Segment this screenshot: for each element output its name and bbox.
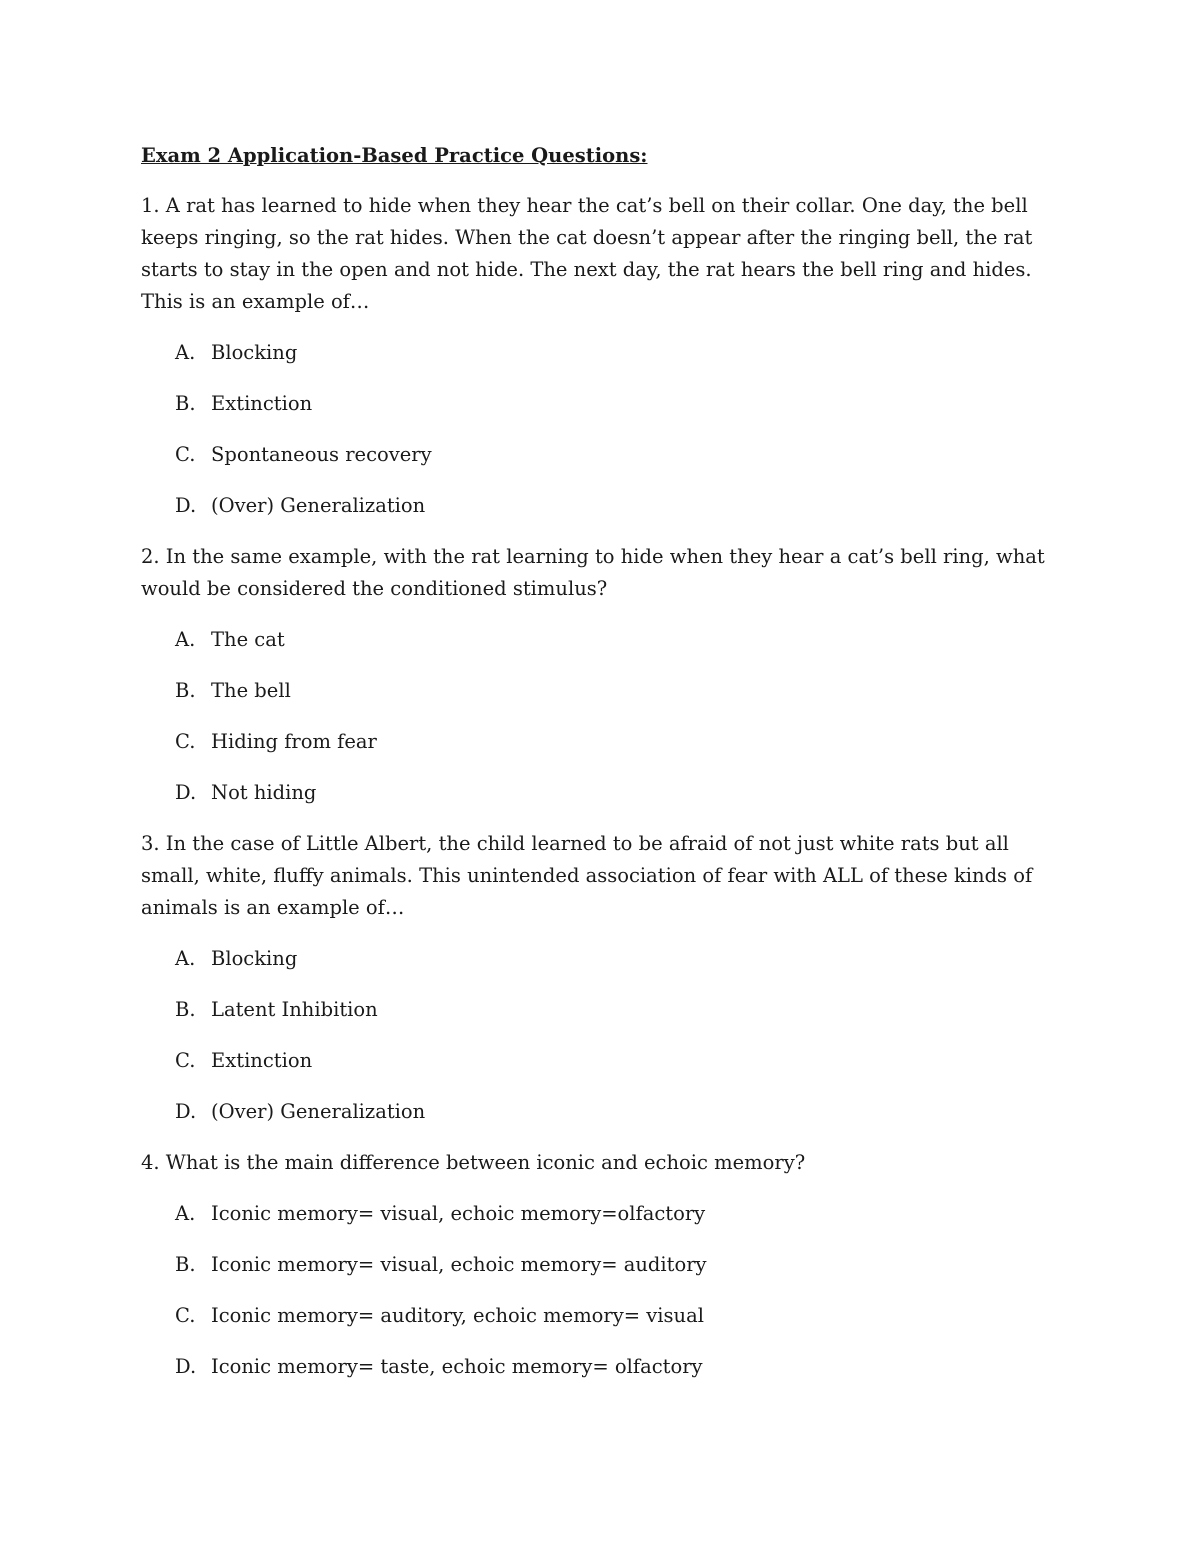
option-text: The cat <box>211 628 285 651</box>
option-text: Extinction <box>211 392 313 415</box>
option-letter: C. <box>175 443 196 466</box>
option-letter: A. <box>175 947 196 970</box>
answer-option <box>141 726 1066 758</box>
option-text: (Over) Generalization <box>211 1100 426 1123</box>
option-letter: C. <box>175 1049 196 1072</box>
option-text: Hiding from fear <box>211 730 377 753</box>
answer-option <box>141 439 1066 471</box>
option-text: Iconic memory= taste, echoic memory= olfactory <box>211 1355 703 1378</box>
question-block-3 <box>141 828 1066 1128</box>
option-letter: D. <box>175 781 197 804</box>
option-letter: A. <box>175 628 196 651</box>
option-text: The bell <box>211 679 291 702</box>
answer-option <box>141 994 1066 1026</box>
option-text: Latent Inhibition <box>211 998 378 1021</box>
option-letter: C. <box>175 730 196 753</box>
option-text: (Over) Generalization <box>211 494 426 517</box>
option-letter: A. <box>175 1202 196 1225</box>
option-letter: B. <box>175 392 196 415</box>
answer-option <box>141 943 1066 975</box>
document-content <box>141 140 1066 1402</box>
option-text: Iconic memory= visual, echoic memory=olfactory <box>211 1202 706 1225</box>
answer-options <box>141 624 1066 809</box>
answer-option <box>141 388 1066 420</box>
option-text: Extinction <box>211 1049 313 1072</box>
question-text: 3. In the case of Little Albert, the child learned to be afraid of not just white rats but all small, white, fluffy animals. This unintended association of fear with ALL of these kinds of animals is an example of… <box>141 832 1033 919</box>
answer-option <box>141 1249 1066 1281</box>
question-block-4 <box>141 1147 1066 1383</box>
option-letter: B. <box>175 1253 196 1276</box>
option-text: Iconic memory= visual, echoic memory= auditory <box>211 1253 707 1276</box>
answer-option <box>141 1300 1066 1332</box>
answer-option <box>141 1351 1066 1383</box>
answer-options <box>141 337 1066 522</box>
option-letter: C. <box>175 1304 196 1327</box>
answer-option <box>141 675 1066 707</box>
answer-options <box>141 943 1066 1128</box>
option-letter: B. <box>175 998 196 1021</box>
option-text: Blocking <box>211 947 298 970</box>
option-text: Spontaneous recovery <box>211 443 432 466</box>
answer-option <box>141 490 1066 522</box>
option-text: Iconic memory= auditory, echoic memory= visual <box>211 1304 704 1327</box>
option-letter: A. <box>175 341 196 364</box>
question-text: 4. What is the main difference between iconic and echoic memory? <box>141 1151 806 1174</box>
answer-option <box>141 777 1066 809</box>
option-text: Not hiding <box>211 781 317 804</box>
answer-option <box>141 337 1066 369</box>
answer-option <box>141 624 1066 656</box>
question-text: 1. A rat has learned to hide when they hear the cat’s bell on their collar. One day, the bell keeps ringing, so the rat hides. When the cat doesn’t appear after the ringing bell, the rat starts to stay in the open and not hide. The next day, the rat hears the bell ring and hides. This is an example of… <box>141 194 1033 313</box>
question-block-1 <box>141 190 1066 522</box>
answer-option <box>141 1045 1066 1077</box>
question-text: 2. In the same example, with the rat learning to hide when they hear a cat’s bell ring, what would be considered the conditioned stimulus? <box>141 545 1045 600</box>
option-letter: D. <box>175 1355 197 1378</box>
option-letter: D. <box>175 1100 197 1123</box>
answer-options <box>141 1198 1066 1383</box>
question-block-2 <box>141 541 1066 809</box>
answer-option <box>141 1198 1066 1230</box>
answer-option <box>141 1096 1066 1128</box>
option-text: Blocking <box>211 341 298 364</box>
option-letter: D. <box>175 494 197 517</box>
option-letter: B. <box>175 679 196 702</box>
page-title: Exam 2 Application-Based Practice Questions: <box>141 144 648 167</box>
